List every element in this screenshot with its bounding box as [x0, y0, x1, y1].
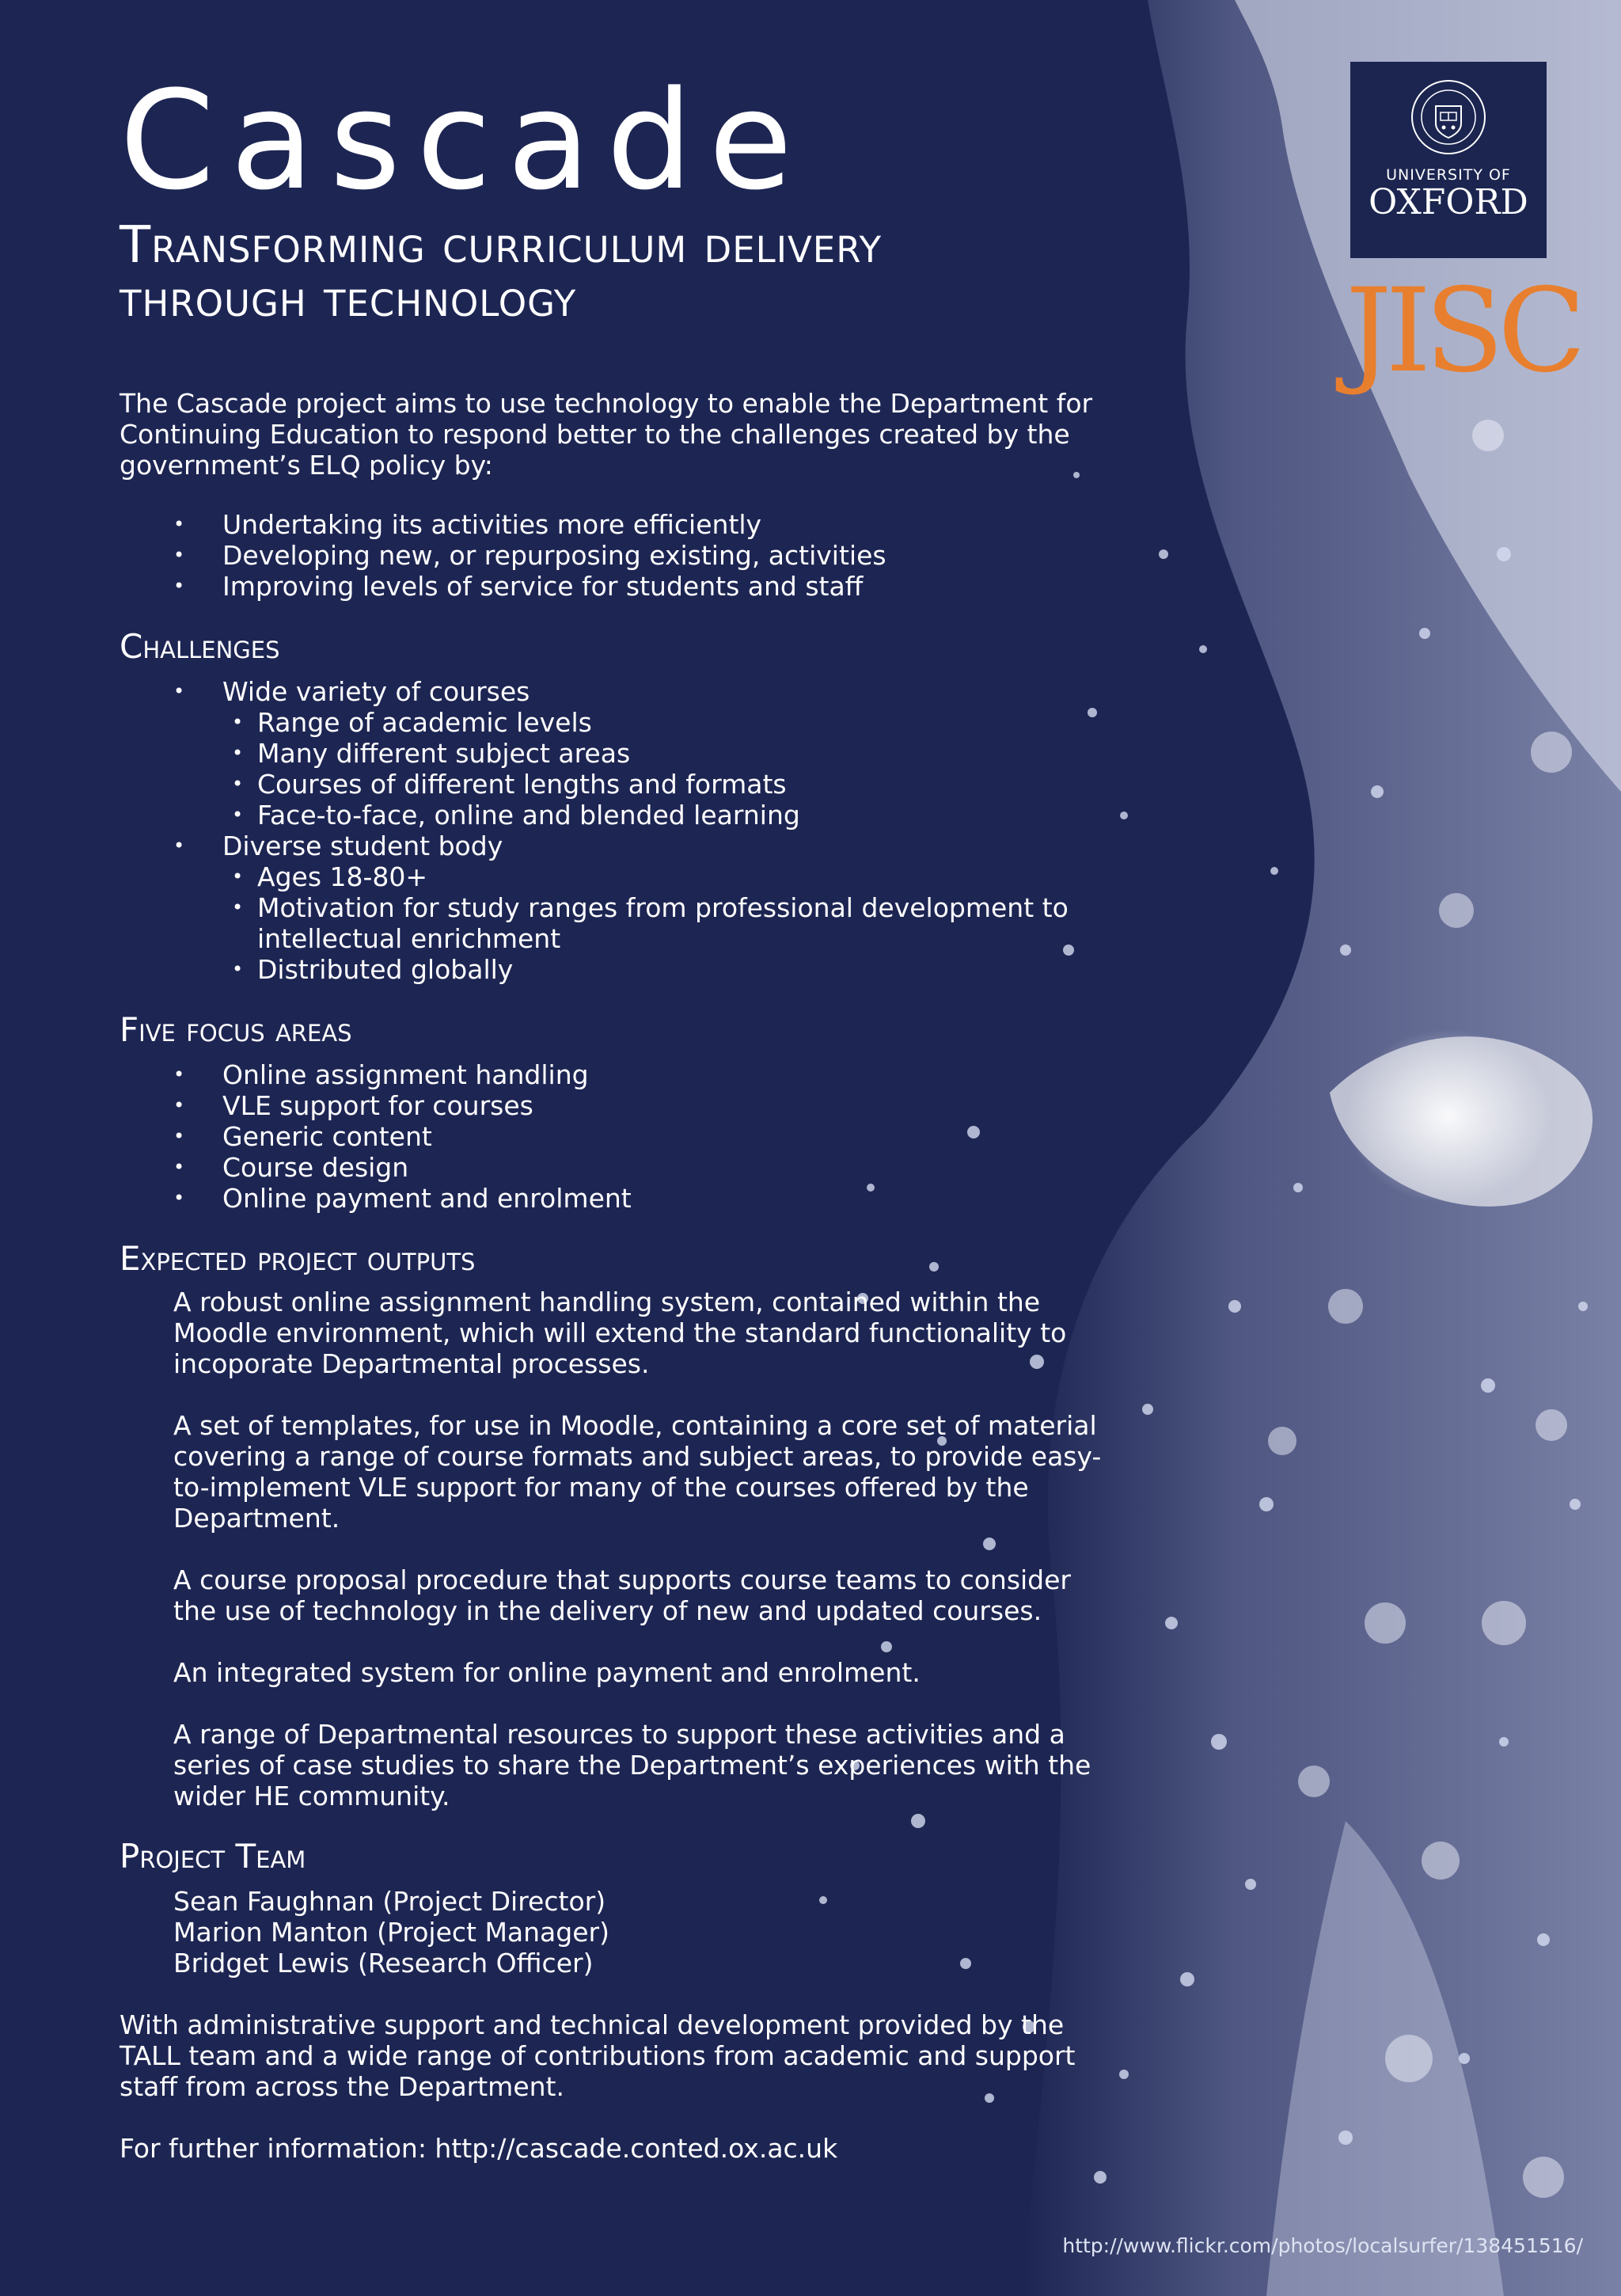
subtitle-line-2: through technology [120, 270, 577, 329]
list-item-label: Diverse student body [222, 831, 503, 861]
sub-list-item: • Many different subject areas [257, 738, 1109, 769]
output-paragraph: A range of Departmental resources to support these activities and a series of case studies to share the Department’s experiences with the wider HE community. [173, 1719, 1091, 1811]
page-title: Cascade [120, 61, 809, 220]
output-paragraph: A set of templates, for use in Moodle, containing a core set of material covering a range of course formats and subject areas, to provide easy-to-implement VLE support for many of the courses offered by the Department. [173, 1410, 1102, 1534]
jisc-logo: JISC [1346, 264, 1580, 398]
section-heading: Expected project outputs [120, 1239, 476, 1278]
list-item: • Course design [222, 1152, 1109, 1183]
list-item: • Improving levels of service for students and staff [222, 571, 1109, 602]
list-item: • Online assignment handling [222, 1059, 1109, 1090]
focus-list [120, 1059, 1109, 1214]
sub-list [222, 707, 1109, 831]
oxford-label-small: UNIVERSITY OF [1386, 166, 1511, 184]
team-member: Bridget Lewis (Research Officer) [173, 1948, 594, 1979]
further-info-link[interactable]: For further information: http://cascade.conted.ox.ac.uk [120, 2133, 838, 2164]
aims-list [120, 509, 1109, 602]
outputs-body [120, 1287, 1109, 1811]
page-subtitle [120, 216, 1109, 329]
oxford-label-large: OXFORD [1369, 182, 1528, 222]
sub-list-item: • Ages 18-80+ [257, 861, 1109, 892]
team-member: Marion Manton (Project Manager) [173, 1917, 609, 1948]
team-section [120, 1837, 1109, 1979]
outputs-section [120, 1239, 1109, 1811]
team-member: Sean Faughnan (Project Director) [173, 1886, 606, 1917]
sub-list-item: • Face-to-face, online and blended learning [257, 800, 1109, 831]
list-item: • VLE support for courses [222, 1090, 1109, 1121]
intro-paragraph: The Cascade project aims to use technology to enable the Department for Continuing Education to respond better to the challenges created by the government’s ELQ policy by: [120, 388, 1093, 481]
sub-list [222, 861, 1109, 985]
list-item: • Generic content [222, 1121, 1109, 1152]
oxford-logo [1350, 62, 1547, 258]
section-heading: Five focus areas [120, 1010, 352, 1049]
list-item-label: Wide variety of courses [222, 676, 530, 707]
challenges-section [120, 627, 1109, 985]
list-item [222, 831, 1109, 985]
list-item: • Developing new, or repurposing existing, activities [222, 540, 1109, 571]
list-item [222, 676, 1109, 831]
focus-section [120, 1010, 1109, 1214]
subtitle-line-1: Transforming curriculum delivery [120, 216, 883, 275]
poster-content [120, 61, 1109, 2164]
section-heading: Project Team [120, 1837, 306, 1876]
output-paragraph: A robust online assignment handling system, contained within the Moodle environment, which will extend the standard functionality to incoporate Departmental processes. [173, 1287, 1067, 1379]
team-list [120, 1886, 1109, 1979]
closing-paragraph: With administrative support and technical development provided by the TALL team and a wide range of contributions from academic and support staff from across the Department. [120, 2009, 1076, 2102]
sub-list-item: • Motivation for study ranges from professional development to intellectual enrichment [257, 892, 1109, 954]
sub-list-item: • Range of academic levels [257, 707, 1109, 738]
challenges-list [120, 676, 1109, 985]
list-item: • Undertaking its activities more efficiently [222, 509, 1109, 540]
photo-credit-link[interactable]: http://www.flickr.com/photos/localsurfer/138451516/ [1062, 2234, 1583, 2257]
sub-list-item: • Distributed globally [257, 954, 1109, 985]
list-item: • Online payment and enrolment [222, 1183, 1109, 1214]
sub-list-item: • Courses of different lengths and formats [257, 769, 1109, 800]
output-paragraph: A course proposal procedure that supports course teams to consider the use of technology in the delivery of new and updated courses. [173, 1564, 1072, 1626]
oxford-crest-icon [1350, 78, 1547, 160]
output-paragraph: An integrated system for online payment and enrolment. [173, 1657, 921, 1688]
section-heading: Challenges [120, 627, 280, 666]
